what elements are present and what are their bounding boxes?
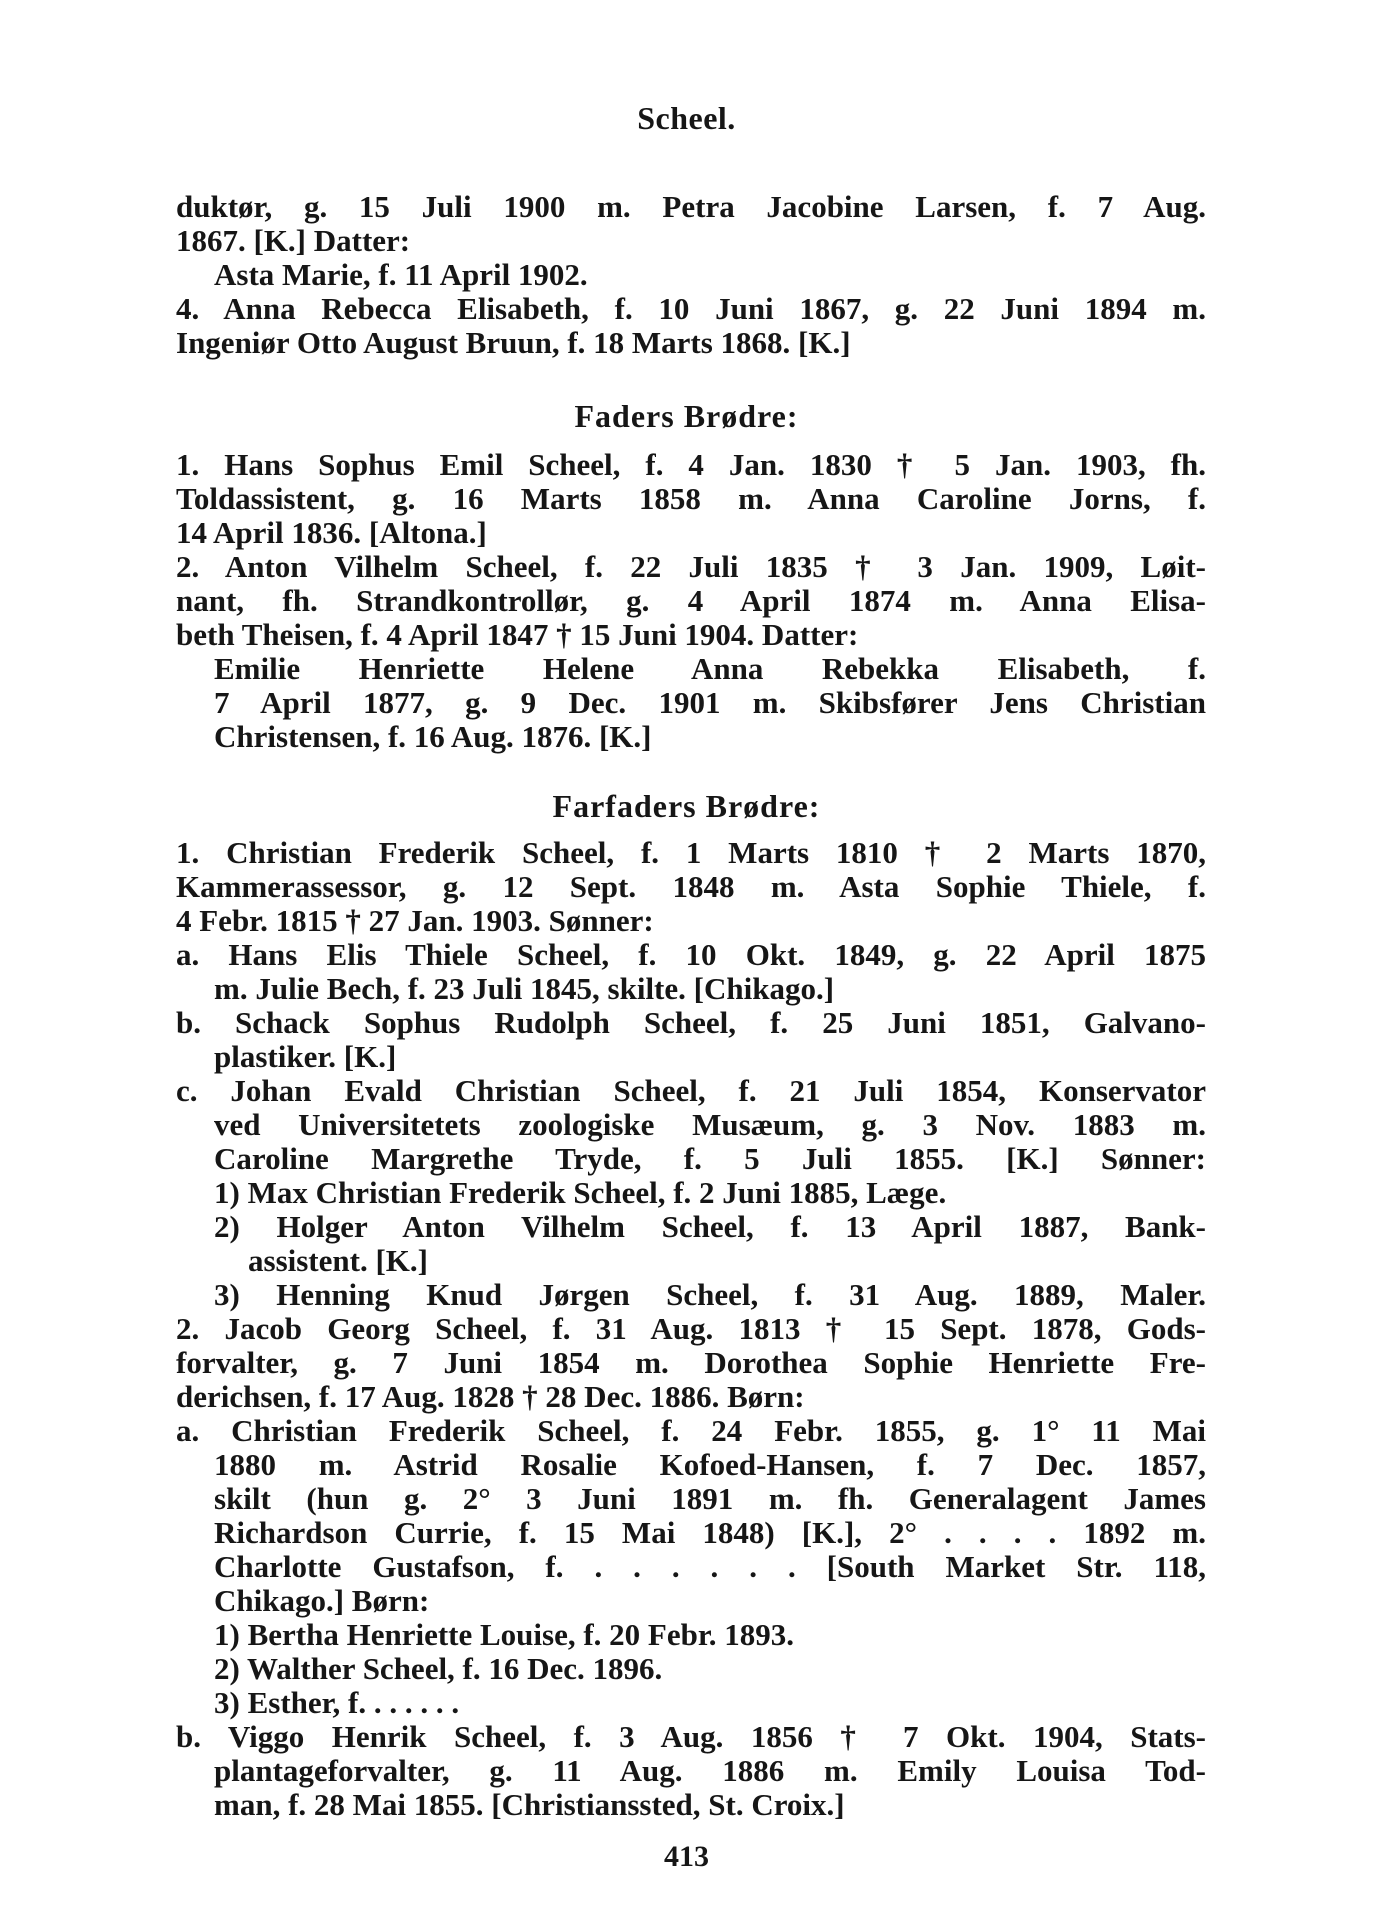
section-heading: Faders Brødre:	[574, 398, 799, 434]
text-line: a. Christian Frederik Scheel, f. 24 Febr. 1855, g. 1° 11 Mai	[176, 1413, 1206, 1448]
text-line: a. Hans Elis Thiele Scheel, f. 10 Okt. 1849, g. 22 April 1875	[176, 937, 1206, 972]
text-line: nant, fh. Strandkontrollør, g. 4 April 1874 m. Anna Elisa-	[176, 583, 1206, 618]
text-line: duktør, g. 15 Juli 1900 m. Petra Jacobine Larsen, f. 7 Aug.	[176, 189, 1206, 224]
text-line: plastiker. [K.]	[214, 1039, 397, 1074]
text-line: b. Schack Sophus Rudolph Scheel, f. 25 Juni 1851, Galvano-	[176, 1005, 1206, 1040]
text-line: forvalter, g. 7 Juni 1854 m. Dorothea Sophie Henriette Fre-	[176, 1345, 1206, 1380]
text-line: 1. Hans Sophus Emil Scheel, f. 4 Jan. 1830 † 5 Jan. 1903, fh.	[176, 447, 1206, 482]
text-line: 7 April 1877, g. 9 Dec. 1901 m. Skibsfører Jens Christian	[214, 685, 1206, 720]
text-line: Christensen, f. 16 Aug. 1876. [K.]	[214, 719, 652, 754]
text-line: 3) Henning Knud Jørgen Scheel, f. 31 Aug. 1889, Maler.	[214, 1277, 1206, 1312]
text-line: Emilie Henriette Helene Anna Rebekka Elisabeth, f.	[214, 651, 1206, 686]
text-line: 1) Max Christian Frederik Scheel, f. 2 Juni 1885, Læge.	[214, 1175, 947, 1210]
text-line: man, f. 28 Mai 1855. [Christianssted, St. Croix.]	[214, 1787, 845, 1822]
text-line: 4 Febr. 1815 † 27 Jan. 1903. Sønner:	[176, 903, 654, 938]
text-line: c. Johan Evald Christian Scheel, f. 21 Juli 1854, Konservator	[176, 1073, 1206, 1108]
text-line: Toldassistent, g. 16 Marts 1858 m. Anna Caroline Jorns, f.	[176, 481, 1206, 516]
text-line: skilt (hun g. 2° 3 Juni 1891 m. fh. Generalagent James	[214, 1481, 1206, 1516]
text-line: Charlotte Gustafson, f. . . . . . . [South Market Str. 118,	[214, 1549, 1206, 1584]
text-line: 1) Bertha Henriette Louise, f. 20 Febr. 1893.	[214, 1617, 795, 1652]
text-line: beth Theisen, f. 4 April 1847 † 15 Juni 1904. Datter:	[176, 617, 859, 652]
text-line: 2. Jacob Georg Scheel, f. 31 Aug. 1813 † 15 Sept. 1878, Gods-	[176, 1311, 1206, 1346]
section-heading: Farfaders Brødre:	[552, 788, 821, 824]
text-line: Chikago.] Børn:	[214, 1583, 430, 1618]
text-line: 1880 m. Astrid Rosalie Kofoed-Hansen, f. 7 Dec. 1857,	[214, 1447, 1206, 1482]
text-line: derichsen, f. 17 Aug. 1828 † 28 Dec. 1886. Børn:	[176, 1379, 805, 1414]
text-line: Kammerassessor, g. 12 Sept. 1848 m. Asta Sophie Thiele, f.	[176, 869, 1206, 904]
text-line: plantageforvalter, g. 11 Aug. 1886 m. Emily Louisa Tod-	[214, 1753, 1206, 1788]
text-line: Caroline Margrethe Tryde, f. 5 Juli 1855. [K.] Sønner:	[214, 1141, 1206, 1176]
text-line: 1. Christian Frederik Scheel, f. 1 Marts 1810 † 2 Marts 1870,	[176, 835, 1206, 870]
text-line: Asta Marie, f. 11 April 1902.	[214, 257, 588, 292]
text-line: Ingeniør Otto August Bruun, f. 18 Marts 1868. [K.]	[176, 325, 851, 360]
text-line: 4. Anna Rebecca Elisabeth, f. 10 Juni 1867, g. 22 Juni 1894 m.	[176, 291, 1206, 326]
page-title: Scheel.	[637, 100, 736, 136]
text-line: Richardson Currie, f. 15 Mai 1848) [K.], 2° . . . . 1892 m.	[214, 1515, 1206, 1550]
text-line: 14 April 1836. [Altona.]	[176, 515, 487, 550]
text-line: assistent. [K.]	[248, 1243, 428, 1278]
text-line: 1867. [K.] Datter:	[176, 223, 411, 258]
page-number: 413	[664, 1840, 709, 1873]
text-line: 3) Esther, f. . . . . . .	[214, 1685, 460, 1720]
text-line: 2) Holger Anton Vilhelm Scheel, f. 13 April 1887, Bank-	[214, 1209, 1206, 1244]
text-line: ved Universitetets zoologiske Musæum, g. 3 Nov. 1883 m.	[214, 1107, 1206, 1142]
text-line: 2) Walther Scheel, f. 16 Dec. 1896.	[214, 1651, 663, 1686]
text-line: b. Viggo Henrik Scheel, f. 3 Aug. 1856 † 7 Okt. 1904, Stats-	[176, 1719, 1206, 1754]
text-line: m. Julie Bech, f. 23 Juli 1845, skilte. [Chikago.]	[214, 971, 835, 1006]
text-line: 2. Anton Vilhelm Scheel, f. 22 Juli 1835 † 3 Jan. 1909, Løit-	[176, 549, 1206, 584]
